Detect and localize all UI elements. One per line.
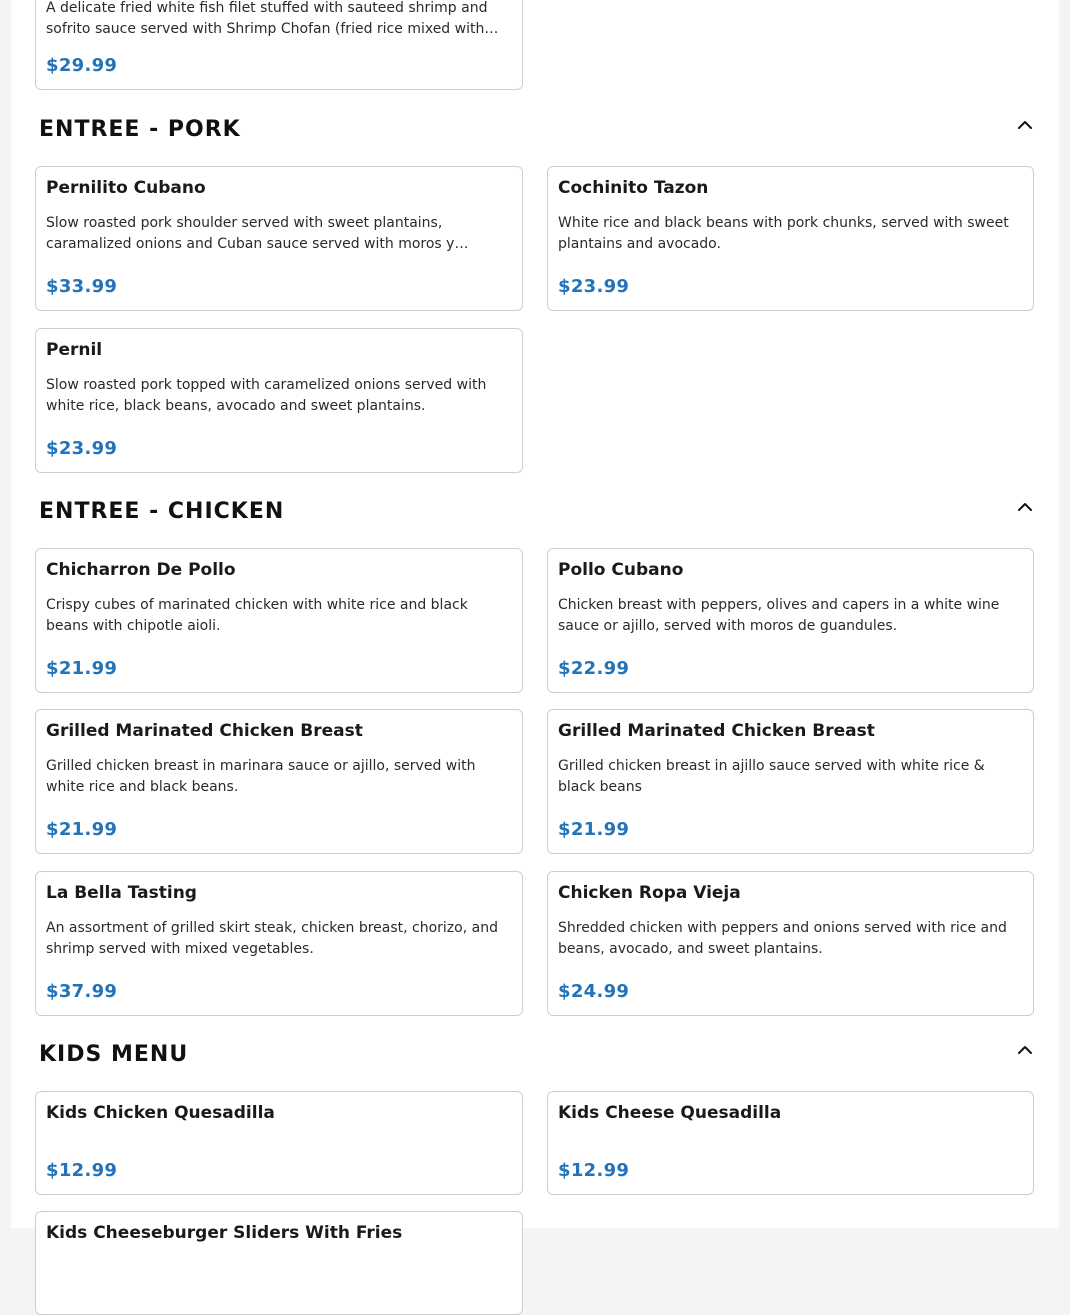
menu-item-card[interactable]: [35, 166, 523, 311]
menu-item-name: Pernilito Cubano: [46, 178, 206, 198]
menu-item-name: Cochinito Tazon: [558, 178, 709, 198]
menu-item-name: Kids Cheese Quesadilla: [558, 1103, 782, 1123]
menu-item-card[interactable]: [35, 328, 523, 473]
section-title-kids-menu: KIDS MENU: [39, 1042, 189, 1067]
chevron-up-icon[interactable]: [1015, 115, 1035, 135]
menu-item-description: Grilled chicken breast in marinara sauce or ajillo, served with white rice and black beans.: [46, 758, 476, 795]
menu-item-price: $21.99: [558, 819, 630, 840]
menu-item-price: $12.99: [558, 1160, 630, 1181]
menu-item-description: Slow roasted pork shoulder served with sweet plantains, caramalized onions and Cuban sauce served with moros y…: [46, 215, 469, 252]
menu-item-price: $37.99: [46, 981, 118, 1002]
menu-item-card[interactable]: [547, 1091, 1034, 1195]
menu-item-card[interactable]: [547, 709, 1034, 854]
menu-item-card[interactable]: [35, 1091, 523, 1195]
menu-item-card[interactable]: [547, 871, 1034, 1016]
menu-item-description: A delicate fried white fish filet stuffed with sauteed shrimp and sofrito sauce served with Shrimp Chofan (fried rice mixed with…: [46, 0, 499, 37]
menu-item-card[interactable]: [547, 548, 1034, 693]
section-title-entree-pork: ENTREE - PORK: [39, 117, 241, 142]
menu-item-name: Pollo Cubano: [558, 560, 684, 580]
chevron-up-icon[interactable]: [1015, 1040, 1035, 1060]
menu-item-price: $33.99: [46, 276, 118, 297]
menu-item-name: Kids Chicken Quesadilla: [46, 1103, 275, 1123]
menu-item-card[interactable]: [35, 1211, 523, 1315]
menu-item-price: $21.99: [46, 819, 118, 840]
menu-item-price: $24.99: [558, 981, 630, 1002]
menu-item-card[interactable]: [35, 0, 523, 90]
menu-page: [11, 0, 1059, 1243]
menu-item-description: White rice and black beans with pork chunks, served with sweet plantains and avocado.: [558, 215, 1009, 252]
chevron-up-icon[interactable]: [1015, 497, 1035, 517]
menu-item-card[interactable]: [35, 548, 523, 693]
menu-item-price: $12.99: [46, 1160, 118, 1181]
menu-item-name: Kids Cheeseburger Sliders With Fries: [46, 1223, 403, 1243]
menu-item-name: Chicharron De Pollo: [46, 560, 236, 580]
menu-item-description: An assortment of grilled skirt steak, chicken breast, chorizo, and shrimp served with mixed vegetables.: [46, 920, 498, 957]
menu-item-name: Grilled Marinated Chicken Breast: [558, 721, 875, 741]
menu-item-name: Pernil: [46, 340, 103, 360]
section-title-entree-chicken: ENTREE - CHICKEN: [39, 499, 285, 524]
menu-item-name: Grilled Marinated Chicken Breast: [46, 721, 363, 741]
menu-item-name: Chicken Ropa Vieja: [558, 883, 741, 903]
menu-item-price: $22.99: [558, 658, 630, 679]
menu-item-card[interactable]: [35, 871, 523, 1016]
menu-item-card[interactable]: [547, 166, 1034, 311]
menu-item-price: $23.99: [46, 438, 118, 459]
menu-item-name: La Bella Tasting: [46, 883, 197, 903]
menu-item-description: Grilled chicken breast in ajillo sauce served with white rice & black beans: [558, 758, 985, 795]
menu-item-price: $23.99: [558, 276, 630, 297]
menu-item-description: Shredded chicken with peppers and onions served with rice and beans, avocado, and sweet plantains.: [558, 920, 1007, 957]
menu-item-description: Crispy cubes of marinated chicken with white rice and black beans with chipotle aioli.: [46, 597, 468, 634]
menu-item-card[interactable]: [35, 709, 523, 854]
menu-item-description: Slow roasted pork topped with caramelized onions served with white rice, black beans, avocado and sweet plantains.: [46, 377, 487, 414]
menu-item-price: $21.99: [46, 658, 118, 679]
menu-item-price: $29.99: [46, 55, 118, 76]
menu-item-description: Chicken breast with peppers, olives and capers in a white wine sauce or ajillo, served with moros de guandules.: [558, 597, 1000, 634]
